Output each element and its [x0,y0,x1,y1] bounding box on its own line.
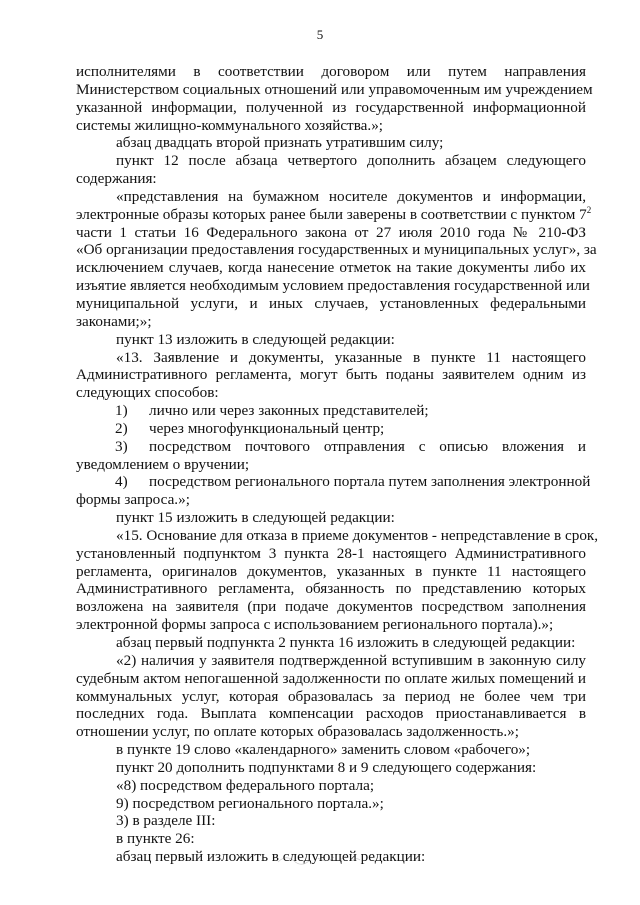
text-line: «2) наличия у заявителя подтвержденной вступившим в законную силу [116,651,586,669]
text-line: «представления на бумажном носителе документов и информации, [116,187,586,205]
document-body [76,63,599,866]
text-line: «13. Заявление и документы, указанные в пункте 11 настоящего [116,348,586,366]
text-line: пункт 13 изложить в следующей редакции: [116,330,395,348]
list-number: 4) [115,473,128,491]
text-line: отношении услуг, по оплате которых образовалась задолженность.»; [76,723,519,741]
text-line: формы запроса.»; [76,491,190,509]
list-item [76,438,586,456]
text-line: судебным актом непогашенной задолженности по оплате жилых помещений и [76,669,586,687]
text-line: системы жилищно-коммунального хозяйства.»; [76,116,384,134]
text-line: законами;»; [76,312,152,330]
list-item [76,402,586,420]
list-item-text: посредством регионального портала путем заполнения электронной [149,473,591,491]
text-line: электронной формы запроса с использованием регионального портала).»; [76,616,554,634]
list-item [76,420,586,438]
text-line: «15. Основание для отказа в приеме документов - непредставление в срок, [116,526,599,544]
text-line: «8) посредством федерального портала; [116,776,375,794]
text-line: исключением случаев, когда нанесение отметок на такие документы либо их [76,259,586,277]
page-number: 5 [316,27,324,42]
text-line: пункт 12 после абзаца четвертого дополнить абзацем следующего [116,152,586,170]
text-line: уведомлением о вручении; [76,455,250,473]
text-line: 9) посредством регионального портала.»; [116,794,384,812]
text-line: коммунальных услуг, которая образовалась за период не более чем три [76,687,586,705]
text-line-main: электронные образы которых ранее были заверены в соответствии с пунктом 7 [76,205,587,223]
list-number: 3) [115,437,128,455]
text-line: следующих способов: [76,384,219,402]
text-line: в пункте 19 слово «календарного» заменить словом «рабочего»; [116,741,531,759]
list-number: 2) [115,419,128,437]
text-line: в пункте 26: [116,830,195,848]
text-line: указанной информации, полученной из государственной информационной [76,98,586,116]
text-line-with-superscript [76,204,592,224]
text-line: регламента, оригиналов документов, указанных в пункте 11 настоящего [76,562,586,580]
text-line: абзац двадцать второй признать утратившим силу; [116,134,444,152]
superscript: 2 [586,204,592,215]
text-line: муниципальной услуги, и иных случаев, установленных федеральными [76,294,586,312]
faint-stamp-mark [274,848,364,870]
text-line: пункт 15 изложить в следующей редакции: [116,509,395,527]
list-item [76,473,591,491]
text-line: «Об организации предоставления государственных и муниципальных услуг», за [76,241,597,259]
text-line: пункт 20 дополнить подпунктами 8 и 9 следующего содержания: [116,758,537,776]
list-item-text: через многофункциональный центр; [149,419,385,437]
text-line: Административного регламента, обязанность по представлению которых [76,580,586,598]
text-line: абзац первый изложить в следующей редакции: [116,848,426,866]
text-line: установленный подпунктом 3 пункта 28-1 настоящего Административного [76,544,586,562]
text-line: последних года. Выплата компенсации расходов приостанавливается в [76,705,586,723]
text-line: части 1 статьи 16 Федерального закона от 27 июля 2010 года № 210-ФЗ [76,223,586,241]
text-line: абзац первый подпункта 2 пункта 16 изложить в следующей редакции: [116,634,576,651]
text-line: возложена на заявителя (при подаче документов посредством заполнения [76,598,586,616]
text-line: исполнителями в соответствии договором или путем направления [76,63,586,80]
text-line: 3) в разделе III: [116,812,216,830]
text-line: содержания: [76,170,157,188]
text-line: изъятие является необходимым условием предоставления государственной или [76,277,590,295]
list-item-text: посредством почтового отправления с описью вложения и [149,437,586,455]
text-line: Административного регламента, могут быть поданы заявителем одним из [76,366,586,384]
list-item-text: лично или через законных представителей; [149,402,429,420]
list-number: 1) [115,402,128,420]
text-line: Министерством социальных отношений или управомоченным им учреждением [76,80,593,98]
